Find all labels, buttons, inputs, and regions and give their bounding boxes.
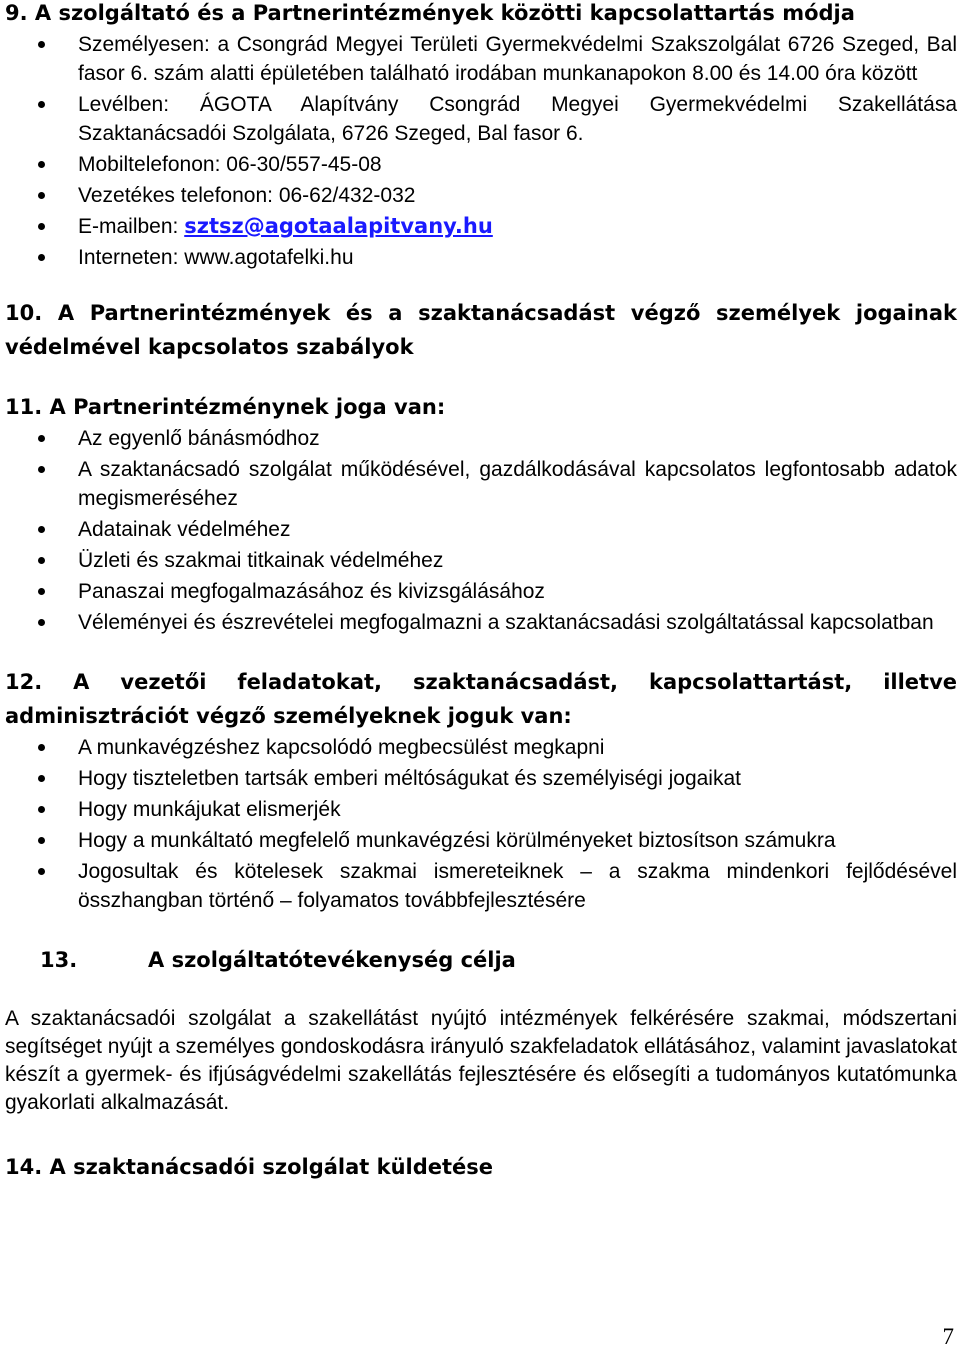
list-item: Mobiltelefonon: 06-30/557-45-08 xyxy=(5,150,957,179)
bullet-icon xyxy=(38,161,45,168)
bullet-icon xyxy=(38,744,45,751)
list-item: A munkavégzéshez kapcsolódó megbecsülést megkapni xyxy=(5,733,957,762)
bullet-icon xyxy=(38,806,45,813)
section-13-heading xyxy=(5,945,957,977)
list-item: Az egyenlő bánásmódhoz xyxy=(5,424,957,453)
section-9-list xyxy=(5,30,957,272)
list-item: Személyesen: a Csongrád Megyei Területi Gyermekvédelmi Szakszolgálat 6726 Szeged, Bal fasor 6. szám alatti épületében található irodában munkanapokon 8.00 és 14.00 óra között xyxy=(5,30,957,88)
list-item: A szaktanácsadó szolgálat működésével, gazdálkodásával kapcsolatos legfontosabb adatok megismeréséhez xyxy=(5,455,957,513)
section-10-heading: 10. A Partnerintézmények és a szaktanácsadást végző személyek jogainak védelmével kapcsolatos szabályok xyxy=(5,301,957,359)
list-item: Hogy munkájukat elismerjék xyxy=(5,795,957,824)
list-item: Levélben: ÁGOTA Alapítvány Csongrád Megyei Gyermekvédelmi Szakellátása Szaktanácsadói Szolgálata, 6726 Szeged, Bal fasor 6. xyxy=(5,90,957,148)
section-14-heading: 14. A szaktanácsadói szolgálat küldetése xyxy=(5,1155,494,1179)
bullet-icon xyxy=(38,588,45,595)
list-item: Adatainak védelméhez xyxy=(5,515,957,544)
list-item: Jogosultak és kötelesek szakmai ismereteiknek – a szakma mindenkori fejlődésével összhangban történő – folyamatos továbbfejlesztésére xyxy=(5,857,957,915)
section-9-heading: 9. A szolgáltató és a Partnerintézmények közötti kapcsolattartás módja xyxy=(5,1,855,25)
page-number: 7 xyxy=(942,1324,954,1349)
bullet-icon xyxy=(38,223,45,230)
section-11-list xyxy=(5,424,957,637)
bullet-icon xyxy=(38,526,45,533)
bullet-icon xyxy=(38,775,45,782)
list-item: Véleményei és észrevételei megfogalmazni a szaktanácsadási szolgáltatással kapcsolatban xyxy=(5,608,957,637)
list-item-web: Interneten: www.agotafelki.hu xyxy=(5,243,957,272)
bullet-icon xyxy=(38,101,45,108)
section-13-paragraph: A szaktanácsadói szolgálat a szakellátást nyújtó intézmények felkérésére szakmai, módszertani segítséget nyújt a személyes gondoskodásra irányuló szakfeladatok ellátásához, valamint javaslatokat készít a gyermek- és ifjúságvédelmi szakellátás fejlesztésére és elősegíti a tudományos kutatómunka gyakorlati alkalmazását. xyxy=(5,1007,957,1114)
list-item: Hogy a munkáltató megfelelő munkavégzési körülményeket biztosítson számukra xyxy=(5,826,957,855)
document-page xyxy=(5,0,957,1184)
bullet-icon xyxy=(38,41,45,48)
section-13-title: A szolgáltatótevékenység célja xyxy=(148,948,516,972)
email-link[interactable]: sztsz@agotaalapitvany.hu xyxy=(184,214,493,238)
bullet-icon xyxy=(38,254,45,261)
section-12-list xyxy=(5,733,957,915)
bullet-icon xyxy=(38,192,45,199)
bullet-icon xyxy=(38,619,45,626)
section-12-heading: 12. A vezetői feladatokat, szaktanácsadást, kapcsolattartást, illetve adminisztrációt végző személyeknek joguk van: xyxy=(5,670,957,728)
list-item: Vezetékes telefonon: 06-62/432-032 xyxy=(5,181,957,210)
bullet-icon xyxy=(38,466,45,473)
bullet-icon xyxy=(38,557,45,564)
section-11-heading: 11. A Partnerintézménynek joga van: xyxy=(5,395,446,419)
list-item-email: E-mailben: sztsz@agotaalapitvany.hu xyxy=(5,212,957,241)
section-13-number: 13. xyxy=(40,948,78,972)
list-item: Üzleti és szakmai titkainak védelméhez xyxy=(5,546,957,575)
list-item: Hogy tiszteletben tartsák emberi méltóságukat és személyiségi jogaikat xyxy=(5,764,957,793)
bullet-icon xyxy=(38,868,45,875)
bullet-icon xyxy=(38,435,45,442)
list-item: Panaszai megfogalmazásához és kivizsgálásához xyxy=(5,577,957,606)
bullet-icon xyxy=(38,837,45,844)
